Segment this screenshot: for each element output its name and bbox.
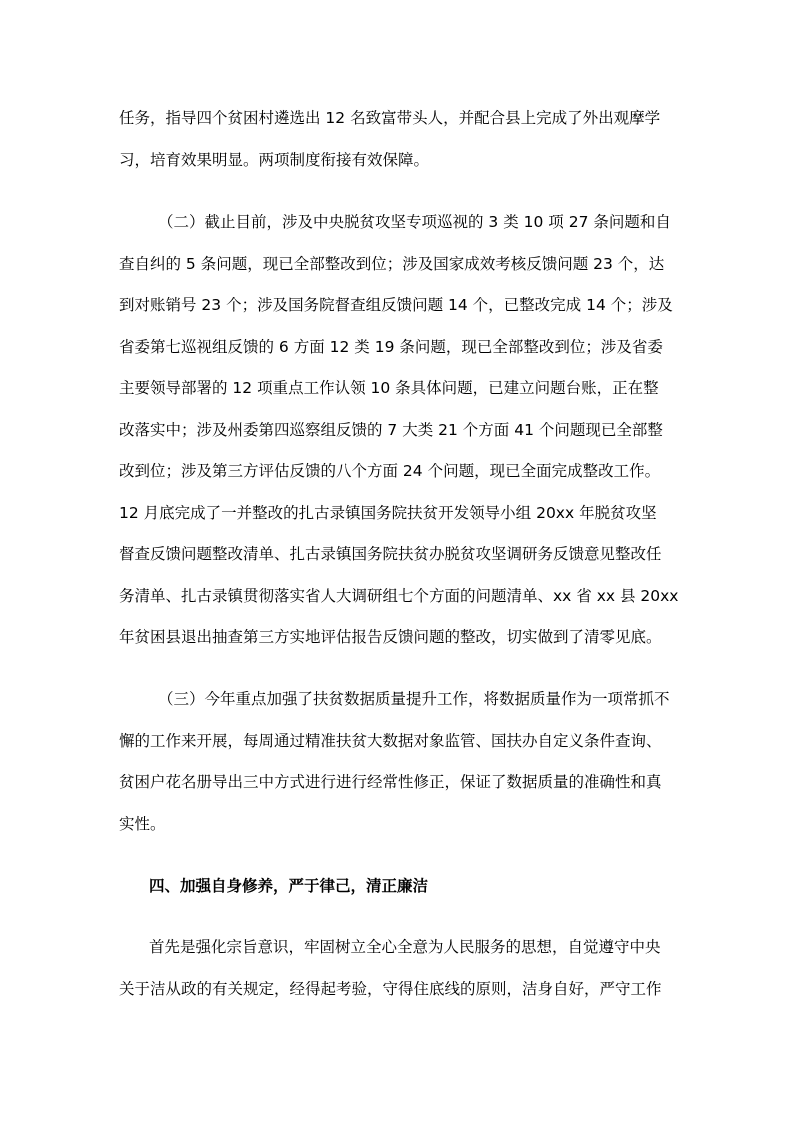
text-line: 主要领导部署的 12 项重点工作认领 10 条具体问题，已建立问题台账，正在整 (119, 379, 659, 397)
text-line: 改落实中；涉及州委第四巡察组反馈的 7 大类 21 个方面 41 个问题现已全部整 (119, 421, 663, 439)
text-line: 任务，指导四个贫困村遴选出 12 名致富带头人，并配合县上完成了外出观摩学 (119, 109, 661, 127)
text-line: 贫困户花名册导出三中方式进行进行经常性修正，保证了数据质量的准确性和真 (119, 773, 662, 791)
text-line: 实性。 (119, 815, 166, 833)
section-heading: 四、加强自身修养，严于律己，清正廉洁 (149, 877, 429, 895)
paragraph-start-line: 首先是强化宗旨意识，牢固树立全心全意为人民服务的思想，自觉遵守中央 (149, 938, 661, 956)
text-line: 改到位；涉及第三方评估反馈的八个方面 24 个问题，现已全面完成整改工作。 (119, 462, 661, 480)
text-line: 懈的工作来开展，每周通过精准扶贫大数据对象监管、国扶办自定义条件查询、 (119, 732, 662, 750)
text-line: 到对账销号 23 个；涉及国务院督查组反馈问题 14 个，已整改完成 14 个；涉及 (119, 296, 673, 314)
text-line: 省委第七巡视组反馈的 6 方面 12 类 19 条问题，现已全部整改到位；涉及省委 (119, 338, 663, 356)
text-line: 关于洁从政的有关规定，经得起考验，守得住底线的原则，洁身自好，严守工作 (119, 980, 662, 998)
text-line: 12 月底完成了一并整改的扎古录镇国务院扶贫开发领导小组 20xx 年脱贫攻坚 (119, 504, 657, 522)
text-line: 习，培育效果明显。两项制度衔接有效保障。 (119, 151, 430, 169)
paragraph-start-line: （二）截止目前，涉及中央脱贫攻坚专项巡视的 3 类 10 项 27 条问题和自 (158, 213, 671, 231)
text-line: 年贫困县退出抽查第三方实地评估报告反馈问题的整改，切实做到了清零见底。 (119, 628, 662, 646)
paragraph-start-line: （三）今年重点加强了扶贫数据质量提升工作，将数据质量作为一项常抓不 (158, 690, 670, 708)
text-line: 查自纠的 5 条问题，现已全部整改到位；涉及国家成效考核反馈问题 23 个，达 (119, 255, 665, 273)
text-line: 督查反馈问题整改清单、扎古录镇国务院扶贫办脱贫攻坚调研务反馈意见整改任 (119, 545, 662, 563)
text-line: 务清单、扎古录镇贯彻落实省人大调研组七个方面的问题清单、xx 省 xx 县 20xx (119, 587, 679, 605)
